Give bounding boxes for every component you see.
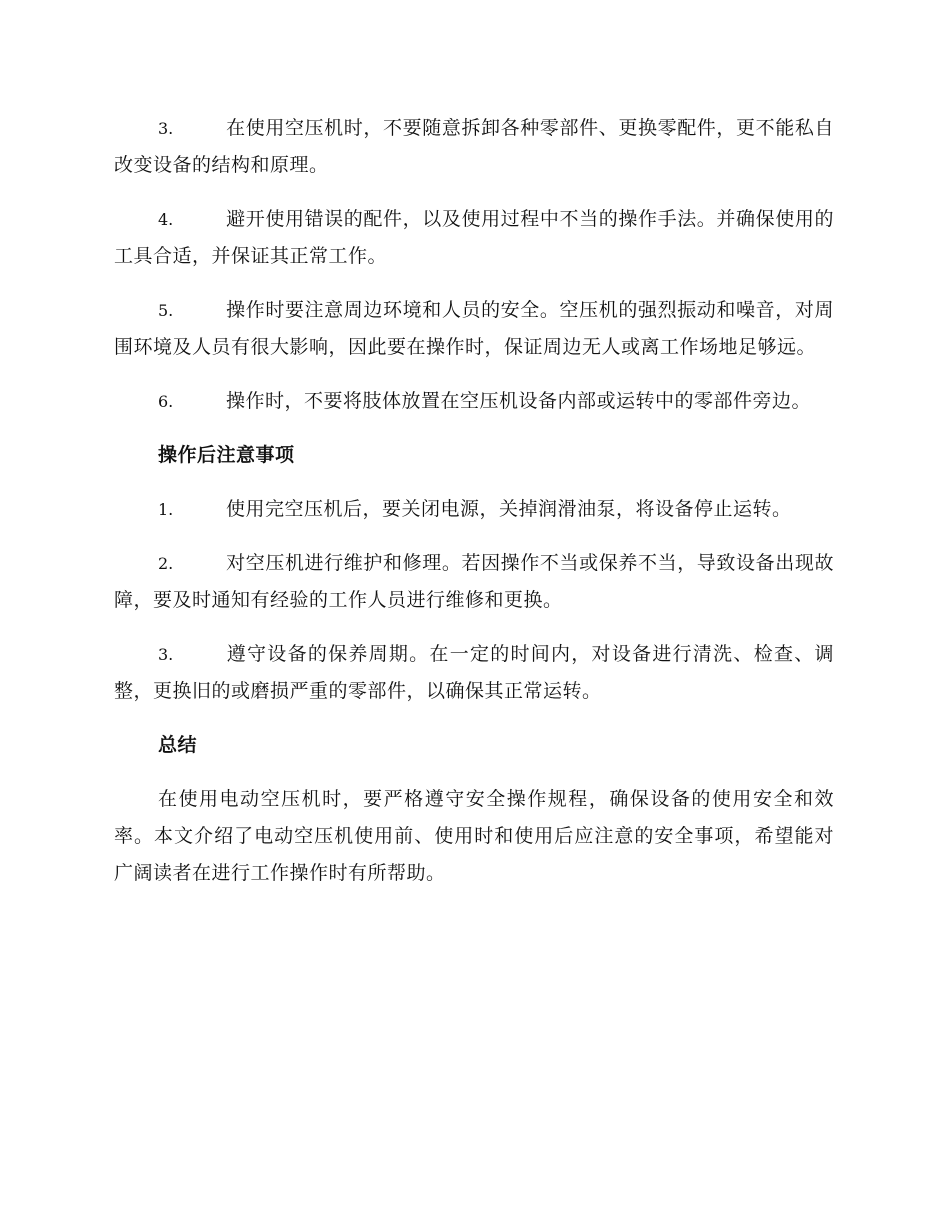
summary-paragraph: 在使用电动空压机时，要严格遵守安全操作规程，确保设备的使用安全和效率。本文介绍了电动空压机使用前、使用时和使用后应注意的安全事项，希望能对广阔读者在进行工作操作时有所帮助。: [114, 788, 834, 884]
list-item-text: 遵守设备的保养周期。在一定的时间内，对设备进行清洗、检查、调整，更换旧的或磨损严重的零部件，以确保其正常运转。: [114, 643, 834, 702]
list-item-number: 1.: [158, 500, 174, 519]
list-item: [114, 292, 834, 366]
document-body: [114, 110, 834, 909]
list-item-text: 使用完空压机后，要关闭电源，关掉润滑油泵，将设备停止运转。: [226, 498, 792, 520]
list-item: [114, 201, 834, 275]
list-item: [114, 110, 834, 184]
list-item-number: 6.: [158, 392, 174, 411]
section-heading-summary: 总结: [158, 734, 198, 756]
list-item-text: 对空压机进行维护和修理。若因操作不当或保养不当，导致设备出现故障，要及时通知有经验的工作人员进行维修和更换。: [114, 552, 834, 611]
list-item-text: 在使用空压机时，不要随意拆卸各种零部件、更换零配件，更不能私自改变设备的结构和原理。: [114, 117, 834, 176]
list-item-number: 3.: [158, 645, 174, 664]
list-item-number: 5.: [158, 301, 174, 320]
list-item: [114, 636, 834, 710]
list-item-text: 操作时，不要将肢体放置在空压机设备内部或运转中的零部件旁边。: [226, 390, 812, 412]
list-item-number: 4.: [158, 210, 174, 229]
list-item: [114, 545, 834, 619]
list-item: [114, 383, 834, 420]
list-item: [114, 491, 834, 528]
list-item-number: 3.: [158, 119, 174, 138]
section-heading-after-operation: 操作后注意事项: [158, 444, 295, 466]
list-item-text: 避开使用错误的配件，以及使用过程中不当的操作手法。并确保使用的工具合适，并保证其正常工作。: [114, 208, 834, 267]
list-item-text: 操作时要注意周边环境和人员的安全。空压机的强烈振动和噪音，对周围环境及人员有很大影响，因此要在操作时，保证周边无人或离工作场地足够远。: [114, 299, 834, 358]
list-item-number: 2.: [158, 554, 174, 573]
